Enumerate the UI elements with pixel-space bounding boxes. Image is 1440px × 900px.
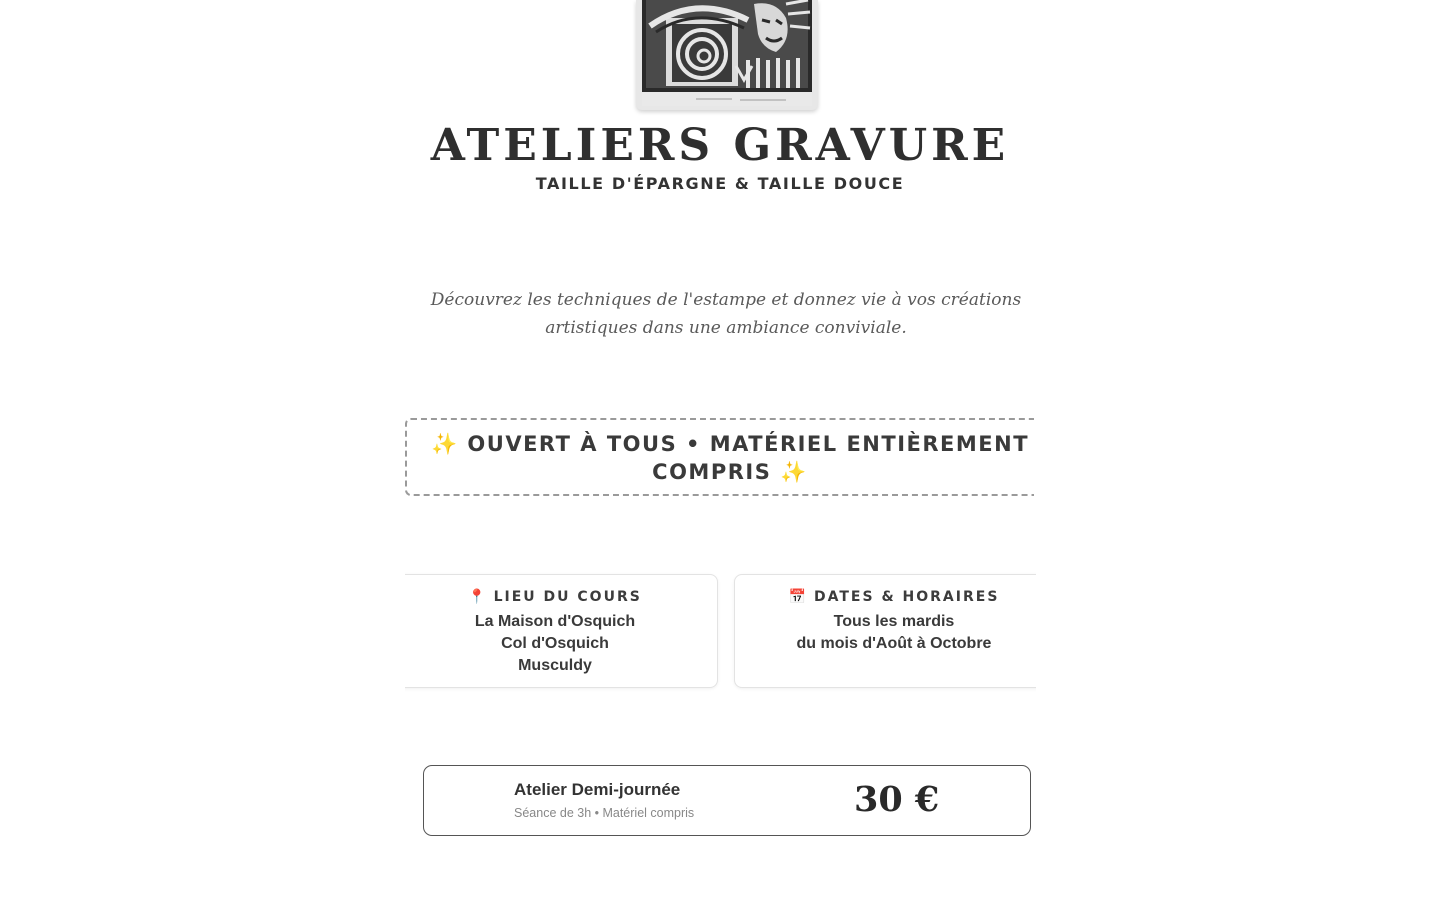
edge-clip [380,560,405,700]
location-line: Musculdy [518,657,592,674]
edge-clip [1036,560,1066,700]
schedule-card-heading [735,589,1053,605]
intro-text [420,286,1032,342]
pricing-name: Atelier Demi-journée [514,780,681,799]
banner-line-1: OUVERT À TOUS • MATÉRIEL ENTIÈREMENT [467,432,1030,456]
page-title: ATELIERS GRAVURE [430,120,1010,171]
sparkle-icon: ✨ [780,460,808,484]
intro-line-1: Découvrez les techniques de l'estampe et donnez vie à vos créations [430,290,1022,310]
pricing-description: Séance de 3h • Matériel compris [514,806,695,820]
location-line: La Maison d'Osquich [474,613,636,630]
location-card-heading [393,589,717,605]
schedule-card-body [735,611,1053,655]
location-card [392,574,718,688]
artwork-image [636,0,818,110]
pricing-amount: 30 € [854,779,940,820]
intro-line-2: artistiques dans une ambiance conviviale. [545,318,907,338]
page-subtitle: TAILLE D'ÉPARGNE & TAILLE DOUCE [535,174,905,193]
schedule-card [734,574,1054,688]
banner-line-2: COMPRIS [652,460,772,484]
banner-text [420,430,1040,486]
schedule-line: Tous les mardis [833,613,955,630]
linocut-print-image [636,0,818,110]
calendar-icon: 📅 [788,589,807,605]
schedule-heading-label: DATES & HORAIRES [814,589,1000,605]
location-heading-label: LIEU DU COURS [493,589,642,605]
location-card-body [393,611,717,677]
location-line: Col d'Osquich [501,635,609,652]
pin-icon: 📍 [468,589,486,605]
schedule-line: du mois d'Août à Octobre [796,635,992,652]
pricing-option[interactable] [423,765,1031,836]
sparkle-icon: ✨ [430,432,459,456]
